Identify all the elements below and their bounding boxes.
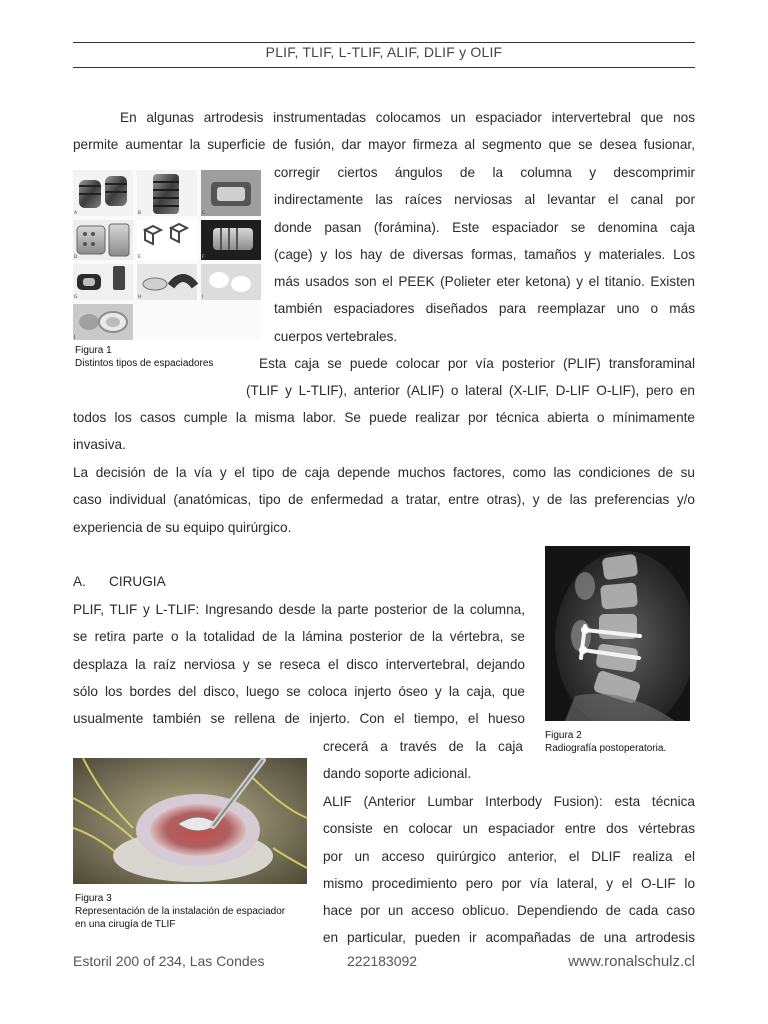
- panel-letter: E: [138, 255, 141, 260]
- figure-2-xray-image: [545, 546, 690, 721]
- figure-3-label: Figura 3: [75, 893, 112, 904]
- text-line: corregir ciertos ángulos de la columna y descomprimir: [274, 165, 695, 180]
- text-line: por un acceso quirúrgico anterior, el DLIF realiza el: [323, 848, 695, 864]
- panel-letter: G: [74, 295, 78, 300]
- spacer-description-paragraph: [274, 159, 695, 350]
- intro-paragraph: [73, 104, 695, 159]
- text-line: mismo procedimiento pero por vía lateral, y el O-LIF lo: [323, 875, 695, 891]
- footer-phone: 222183092: [347, 953, 418, 969]
- footer-website-link[interactable]: www.ronalschulz.cl: [568, 953, 695, 970]
- text-line: experiencia de su equipo quirúrgico.: [73, 519, 292, 535]
- alif-paragraph: [323, 788, 695, 952]
- panel-letter: B: [138, 211, 142, 216]
- decision-paragraph: [73, 459, 695, 541]
- panel-letter: F: [202, 255, 205, 260]
- figure-1-caption-text: Distintos tipos de espaciadores: [75, 358, 214, 369]
- text-line: consiste en colocar un espaciador entre dos vértebras: [323, 821, 695, 837]
- text-line: crecerá a través de la caja: [323, 739, 523, 754]
- text-line: también espaciadores diseñados para reemplazar uno o más: [274, 301, 695, 317]
- panel-letter: H: [138, 295, 142, 300]
- text-line: todos los casos cumple la misma labor. Se puede realizar por técnica abierta o mínimamente: [73, 410, 695, 425]
- plif-paragraph: [73, 596, 525, 732]
- figure-1-spacers-image: [73, 170, 261, 340]
- text-line: PLIF, TLIF y L-TLIF: Ingresando desde la parte posterior de la columna,: [73, 602, 525, 617]
- figure-3-caption-line-2: en una cirugía de TLIF: [75, 919, 176, 930]
- panel-letter: C: [202, 211, 206, 216]
- text-line: más usados son el PEEK (Polieter eter ketona) y el titanio. Existen: [274, 274, 695, 290]
- figure-1-caption: [75, 344, 213, 370]
- header-rule-bottom: [73, 67, 695, 68]
- text-line: se retira parte o la totalidad de la lámina posterior de la vértebra, se: [73, 629, 525, 645]
- text-line: ALIF (Anterior Lumbar Interbody Fusion): esta técnica: [323, 794, 695, 809]
- text-line: En algunas artrodesis instrumentadas colocamos un espaciador intervertebral que nos: [120, 110, 695, 125]
- text-line: invasiva.: [73, 437, 126, 453]
- text-line: hace por un acceso oblicuo. Dependiendo de cada caso: [323, 903, 695, 919]
- approach-paragraph-b: [246, 377, 695, 404]
- text-line: cuerpos vertebrales.: [274, 328, 398, 344]
- text-line: donde pasan (forámina). Este espaciador se denomina caja: [274, 219, 695, 235]
- text-line: (TLIF y L-TLIF), anterior (ALIF) o lateral (X-LIF, D-LIF O-LIF), pero en: [246, 383, 695, 398]
- text-line: caso individual (anatómicas, tipo de enfermedad a tratar, entre otras), y de las preferencias y/o: [73, 492, 695, 508]
- section-letter: A.: [73, 574, 86, 589]
- text-line: desplaza la raíz nerviosa y se reseca el disco intervertebral, dejando: [73, 656, 525, 672]
- figure-3-caption-line-1: Representación de la instalación de espaciador: [75, 906, 286, 917]
- header-rule-top: [73, 42, 695, 43]
- text-line: dando soporte adicional.: [323, 766, 472, 782]
- panel-letter: D: [74, 255, 78, 260]
- footer-address: Estoril 200 of 234, Las Condes: [73, 953, 265, 969]
- figure-3-tlif-illustration: [73, 758, 307, 884]
- page-header-title: PLIF, TLIF, L-TLIF, ALIF, DLIF y OLIF: [265, 44, 503, 60]
- text-line: sólo los bordes del disco, luego se coloca injerto óseo y la caja, que: [73, 683, 525, 699]
- text-line: usualmente también se rellena de injerto. Con el tiempo, el hueso: [73, 711, 525, 727]
- text-line: en particular, pueden ir acompañadas de una artrodesis: [323, 930, 695, 946]
- growth-paragraph: [323, 733, 523, 788]
- text-line: Esta caja se puede colocar por vía posterior (PLIF) transforaminal: [259, 356, 695, 371]
- panel-letter: A: [74, 211, 78, 216]
- panel-letter: I: [202, 295, 204, 300]
- approach-paragraph-c: [73, 404, 695, 459]
- figure-3-caption: [75, 892, 285, 931]
- figure-1-label: Figura 1: [75, 345, 112, 356]
- approach-paragraph-a: [259, 350, 695, 377]
- text-line: (cage) y los hay de diversas formas, tamaños y materiales. Los: [274, 246, 695, 262]
- text-line: indirectamente las raíces nerviosas al levantar el canal por: [274, 192, 695, 208]
- panel-letter: J: [74, 335, 76, 340]
- figure-2-caption-text: Radiografía postoperatoria.: [545, 743, 667, 754]
- text-line: La decisión de la vía y el tipo de caja depende muchos factores, como las condiciones de su: [73, 465, 695, 480]
- figure-2-caption: [545, 729, 666, 755]
- text-line: permite aumentar la superficie de fusión, dar mayor firmeza al segmento que se desea fusionar,: [73, 137, 695, 153]
- figure-2-label: Figura 2: [545, 730, 582, 741]
- section-heading: [73, 568, 373, 595]
- section-title: CIRUGIA: [109, 574, 166, 589]
